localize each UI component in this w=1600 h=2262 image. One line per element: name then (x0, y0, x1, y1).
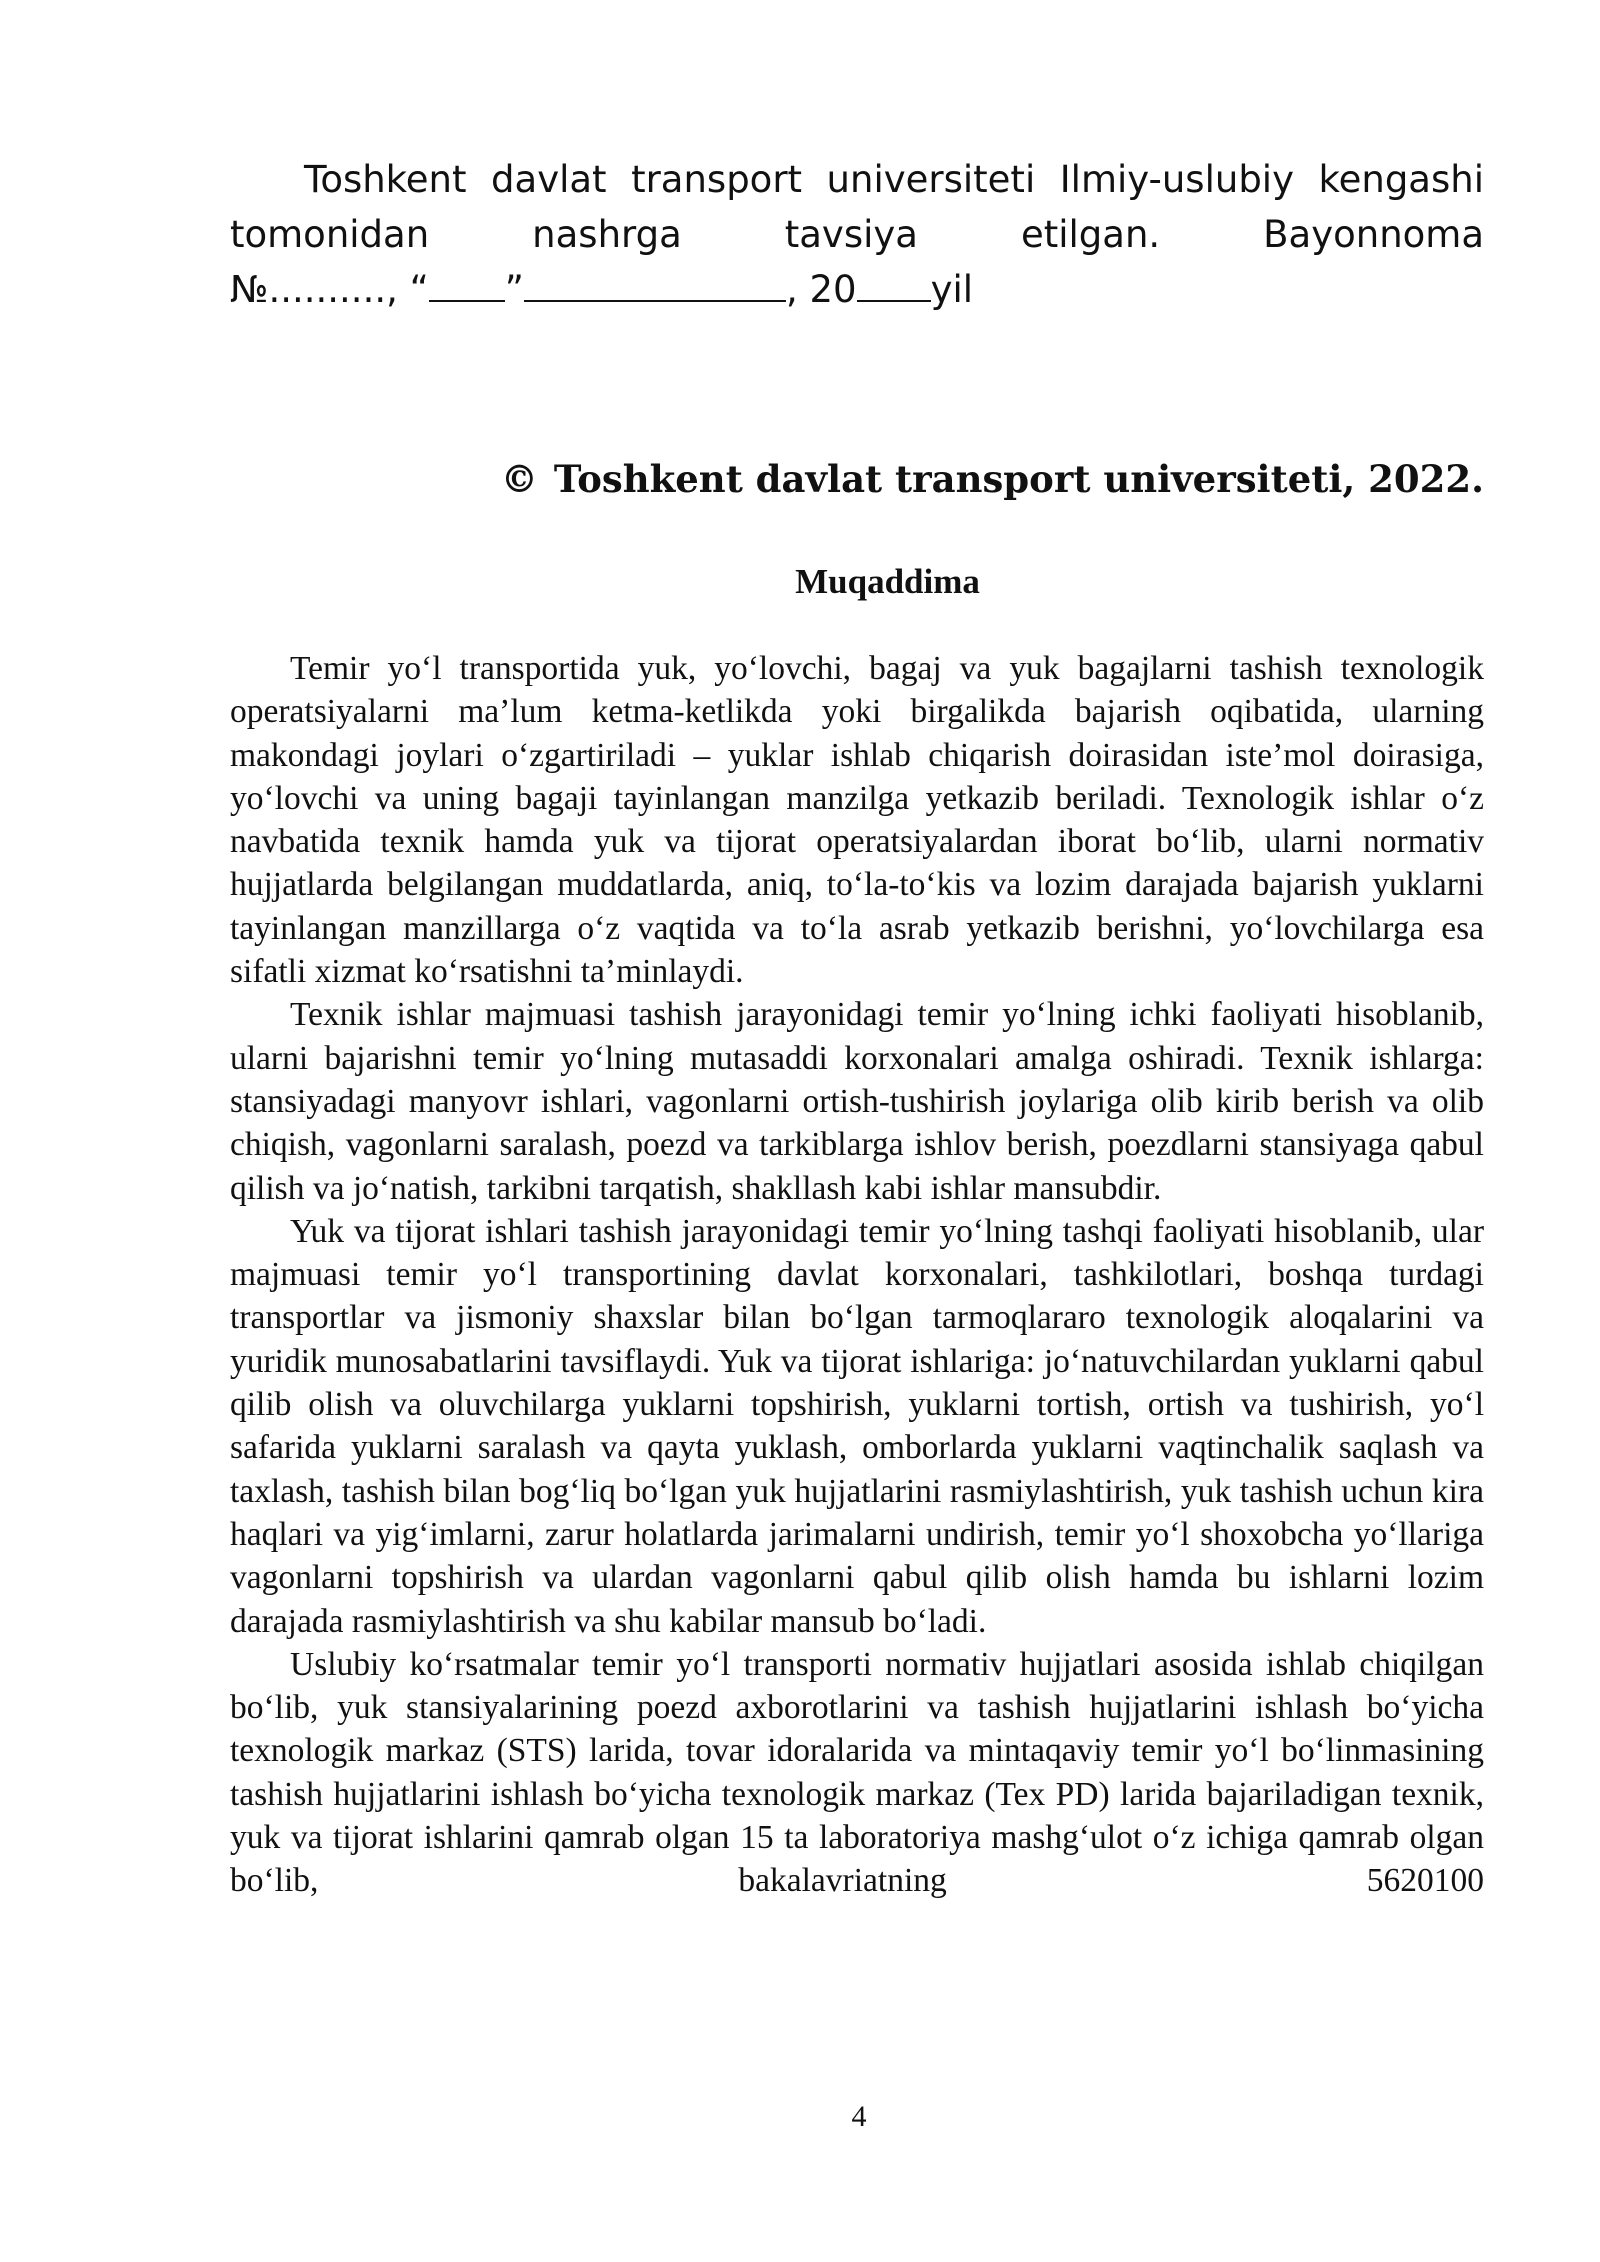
close-quote: ” (504, 268, 524, 311)
copyright-text: Toshkent davlat transport universiteti, 2022. (553, 457, 1484, 501)
year-blank (857, 269, 931, 302)
year-prefix: 20 (809, 268, 857, 311)
copyright-icon: © (500, 457, 538, 501)
year-suffix: yil (930, 268, 974, 311)
body-text (230, 647, 1484, 1903)
date-comma: , (785, 268, 798, 311)
day-blank (429, 269, 505, 302)
protocol-number: №.........., (230, 268, 398, 311)
section-heading: Muqaddima (795, 562, 980, 601)
paragraph: Temir yo‘l transportida yuk, yo‘lovchi, bagaj va yuk bagajlarni tashish texnologik operatsiyalarni ma’lum ketma-ketlikda yoki birgalikda bajarish oqibatida, ularning makondagi joylari o‘zgartiriladi – yuklar ishlab chiqarish doirasidan iste’mol doirasiga, yo‘lovchi va uning bagaji tayinlangan manzilga yetkazib beriladi. Texnologik ishlar o‘z navbatida texnik hamda yuk va tijorat operatsiyalardan iborat bo‘lib, ularni normativ hujjatlarda belgilangan muddatlarda, aniq, to‘la-to‘kis va lozim darajada bajarish yuklarni tayinlangan manzillarga o‘z vaqtida va to‘la asrab yetkazib berishni, yo‘lovchilarga esa sifatli xizmat ko‘rsatishni ta’minlaydi. (230, 650, 1484, 991)
protocol-line (230, 268, 973, 311)
open-quote: “ (409, 268, 429, 311)
paragraph: Texnik ishlar majmuasi tashish jarayonidagi temir yo‘lning ichki faoliyati hisoblanib, ularni bajarishni temir yo‘lning mutasaddi korxonalari amalga oshiradi. Texnik ishlarga: stansiyadagi manyovr ishlari, vagonlarni ortish-tushirish joylariga olib kirib berish va olib chiqish, vagonlarni saralash, poezd va tarkiblarga ishlov berish, poezdlarni stansiyaga qabul qilish va jo‘natish, tarkibni tarqatish, shakllash kabi ishlar mansubdir. (230, 996, 1484, 1207)
month-blank (524, 269, 786, 302)
approval-text: Toshkent davlat transport universiteti Ilmiy-uslubiy kengashi tomonidan nashrga tavsiya etilgan. Bayonnoma (230, 158, 1484, 256)
page-number: 4 (851, 2100, 867, 2133)
paragraph: Yuk va tijorat ishlari tashish jarayonidagi temir yo‘lning tashqi faoliyati hisoblanib, ular majmuasi temir yo‘l transportining davlat korxonalari, tashkilotlari, boshqa turdagi transportlar va jismoniy shaxslar bilan bo‘lgan tarmoqlararo texnologik aloqalarini va yuridik munosabatlarini tavsiflaydi. Yuk va tijorat ishlariga: jo‘natuvchilardan yuklarni qabul qilib olish va oluvchilarga yuklarni topshirish, yuklarni tortish, ortish va tushirish, yo‘l safarida yuklarni saralash va qayta yuklash, omborlarda yuklarni vaqtinchalik saqlash va taxlash, tashish bilan bog‘liq bo‘lgan yuk hujjatlarini rasmiylashtirish, yuk tashish uchun kira haqlari va yig‘imlarni, zarur holatlarda jarimalarni undirish, temir yo‘l shoxobcha yo‘llariga vagonlarni topshirish va ulardan vagonlarni qabul qilib olish hamda bu ishlarni lozim darajada rasmiylashtirish va shu kabilar mansub bo‘ladi. (230, 1212, 1484, 1640)
paragraph: Uslubiy ko‘rsatmalar temir yo‘l transporti normativ hujjatlari asosida ishlab chiqilgan bo‘lib, yuk stansiyalarining poezd axborotlarini va tashish hujjatlarini ishlash bo‘yicha texnologik markaz (STS) larida, tovar idoralarida va mintaqaviy temir yo‘l bo‘linmasining tashish hujjatlarini ishlash bo‘yicha texnologik markaz (Tex PD) larida bajariladigan texnik, yuk va tijorat ishlarini qamrab olgan 15 ta laboratoriya mashg‘ulot o‘z ichiga qamrab olgan bo‘lib, bakalavriatning 5620100 (230, 1645, 1484, 1900)
approval-note (230, 152, 1484, 317)
copyright-line (384, 454, 1484, 504)
